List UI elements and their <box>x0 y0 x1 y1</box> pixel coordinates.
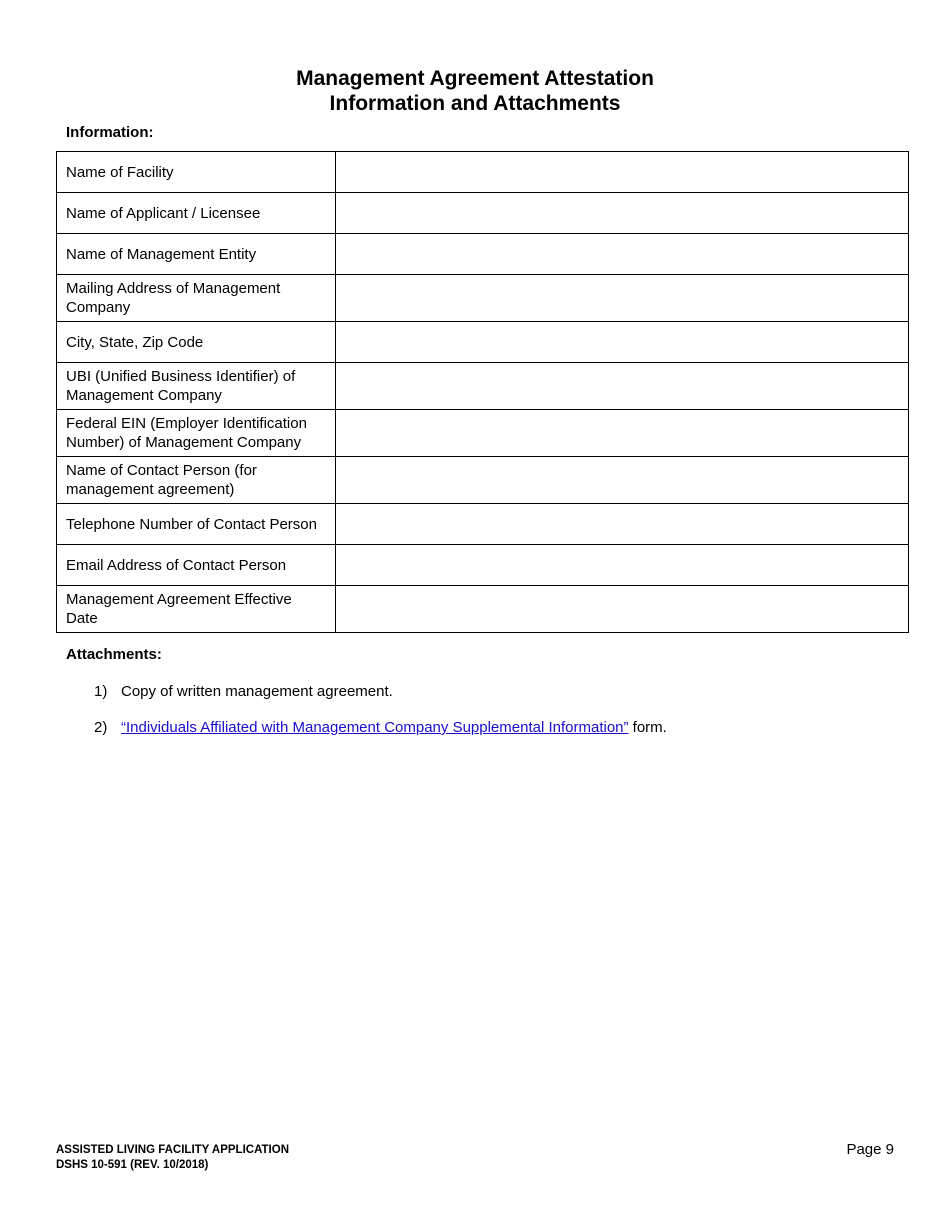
attachment-suffix: form. <box>628 719 667 736</box>
table-row <box>57 410 909 457</box>
table-row <box>57 234 909 275</box>
federal-ein-field[interactable] <box>336 410 909 457</box>
table-row <box>57 193 909 234</box>
table-row <box>57 152 909 193</box>
mailing-address-field[interactable] <box>336 275 909 322</box>
table-row <box>57 504 909 545</box>
supplemental-info-form-link[interactable]: “Individuals Affiliated with Management Company Supplemental Information” <box>121 719 629 736</box>
footer-form-number: DSHS 10-591 (REV. 10/2018) <box>56 1159 209 1171</box>
information-heading: Information: <box>66 124 154 141</box>
city-state-zip-field[interactable] <box>336 322 909 363</box>
title-line-1: Management Agreement Attestation <box>296 67 654 90</box>
ubi-label: UBI (Unified Business Identifier) of Management Company <box>57 363 336 410</box>
contact-phone-field[interactable] <box>336 504 909 545</box>
table-row <box>57 545 909 586</box>
management-entity-label: Name of Management Entity <box>57 234 336 275</box>
ubi-field[interactable] <box>336 363 909 410</box>
attachments-heading: Attachments: <box>66 646 162 663</box>
footer-form-info <box>56 1143 289 1173</box>
table-row <box>57 275 909 322</box>
table-row <box>57 457 909 504</box>
federal-ein-label: Federal EIN (Employer Identification Number) of Management Company <box>57 410 336 457</box>
effective-date-label: Management Agreement Effective Date <box>57 586 336 633</box>
table-row <box>57 363 909 410</box>
contact-person-label: Name of Contact Person (for management agreement) <box>57 457 336 504</box>
applicant-name-label: Name of Applicant / Licensee <box>57 193 336 234</box>
table-row <box>57 586 909 633</box>
title-line-2: Information and Attachments <box>329 92 621 115</box>
contact-person-field[interactable] <box>336 457 909 504</box>
facility-name-label: Name of Facility <box>57 152 336 193</box>
applicant-name-field[interactable] <box>336 193 909 234</box>
attachment-text: Copy of written management agreement. <box>121 683 393 700</box>
list-item <box>94 683 393 700</box>
page-title <box>0 66 950 116</box>
management-entity-field[interactable] <box>336 234 909 275</box>
facility-name-field[interactable] <box>336 152 909 193</box>
list-item <box>94 719 667 736</box>
information-table <box>56 151 909 633</box>
table-row <box>57 322 909 363</box>
mailing-address-label: Mailing Address of Management Company <box>57 275 336 322</box>
contact-email-field[interactable] <box>336 545 909 586</box>
contact-email-label: Email Address of Contact Person <box>57 545 336 586</box>
effective-date-field[interactable] <box>336 586 909 633</box>
list-number: 1) <box>94 683 108 700</box>
contact-phone-label: Telephone Number of Contact Person <box>57 504 336 545</box>
list-number: 2) <box>94 719 108 736</box>
page-number: Page 9 <box>846 1141 894 1158</box>
city-state-zip-label: City, State, Zip Code <box>57 322 336 363</box>
footer-form-title: ASSISTED LIVING FACILITY APPLICATION <box>56 1144 289 1156</box>
